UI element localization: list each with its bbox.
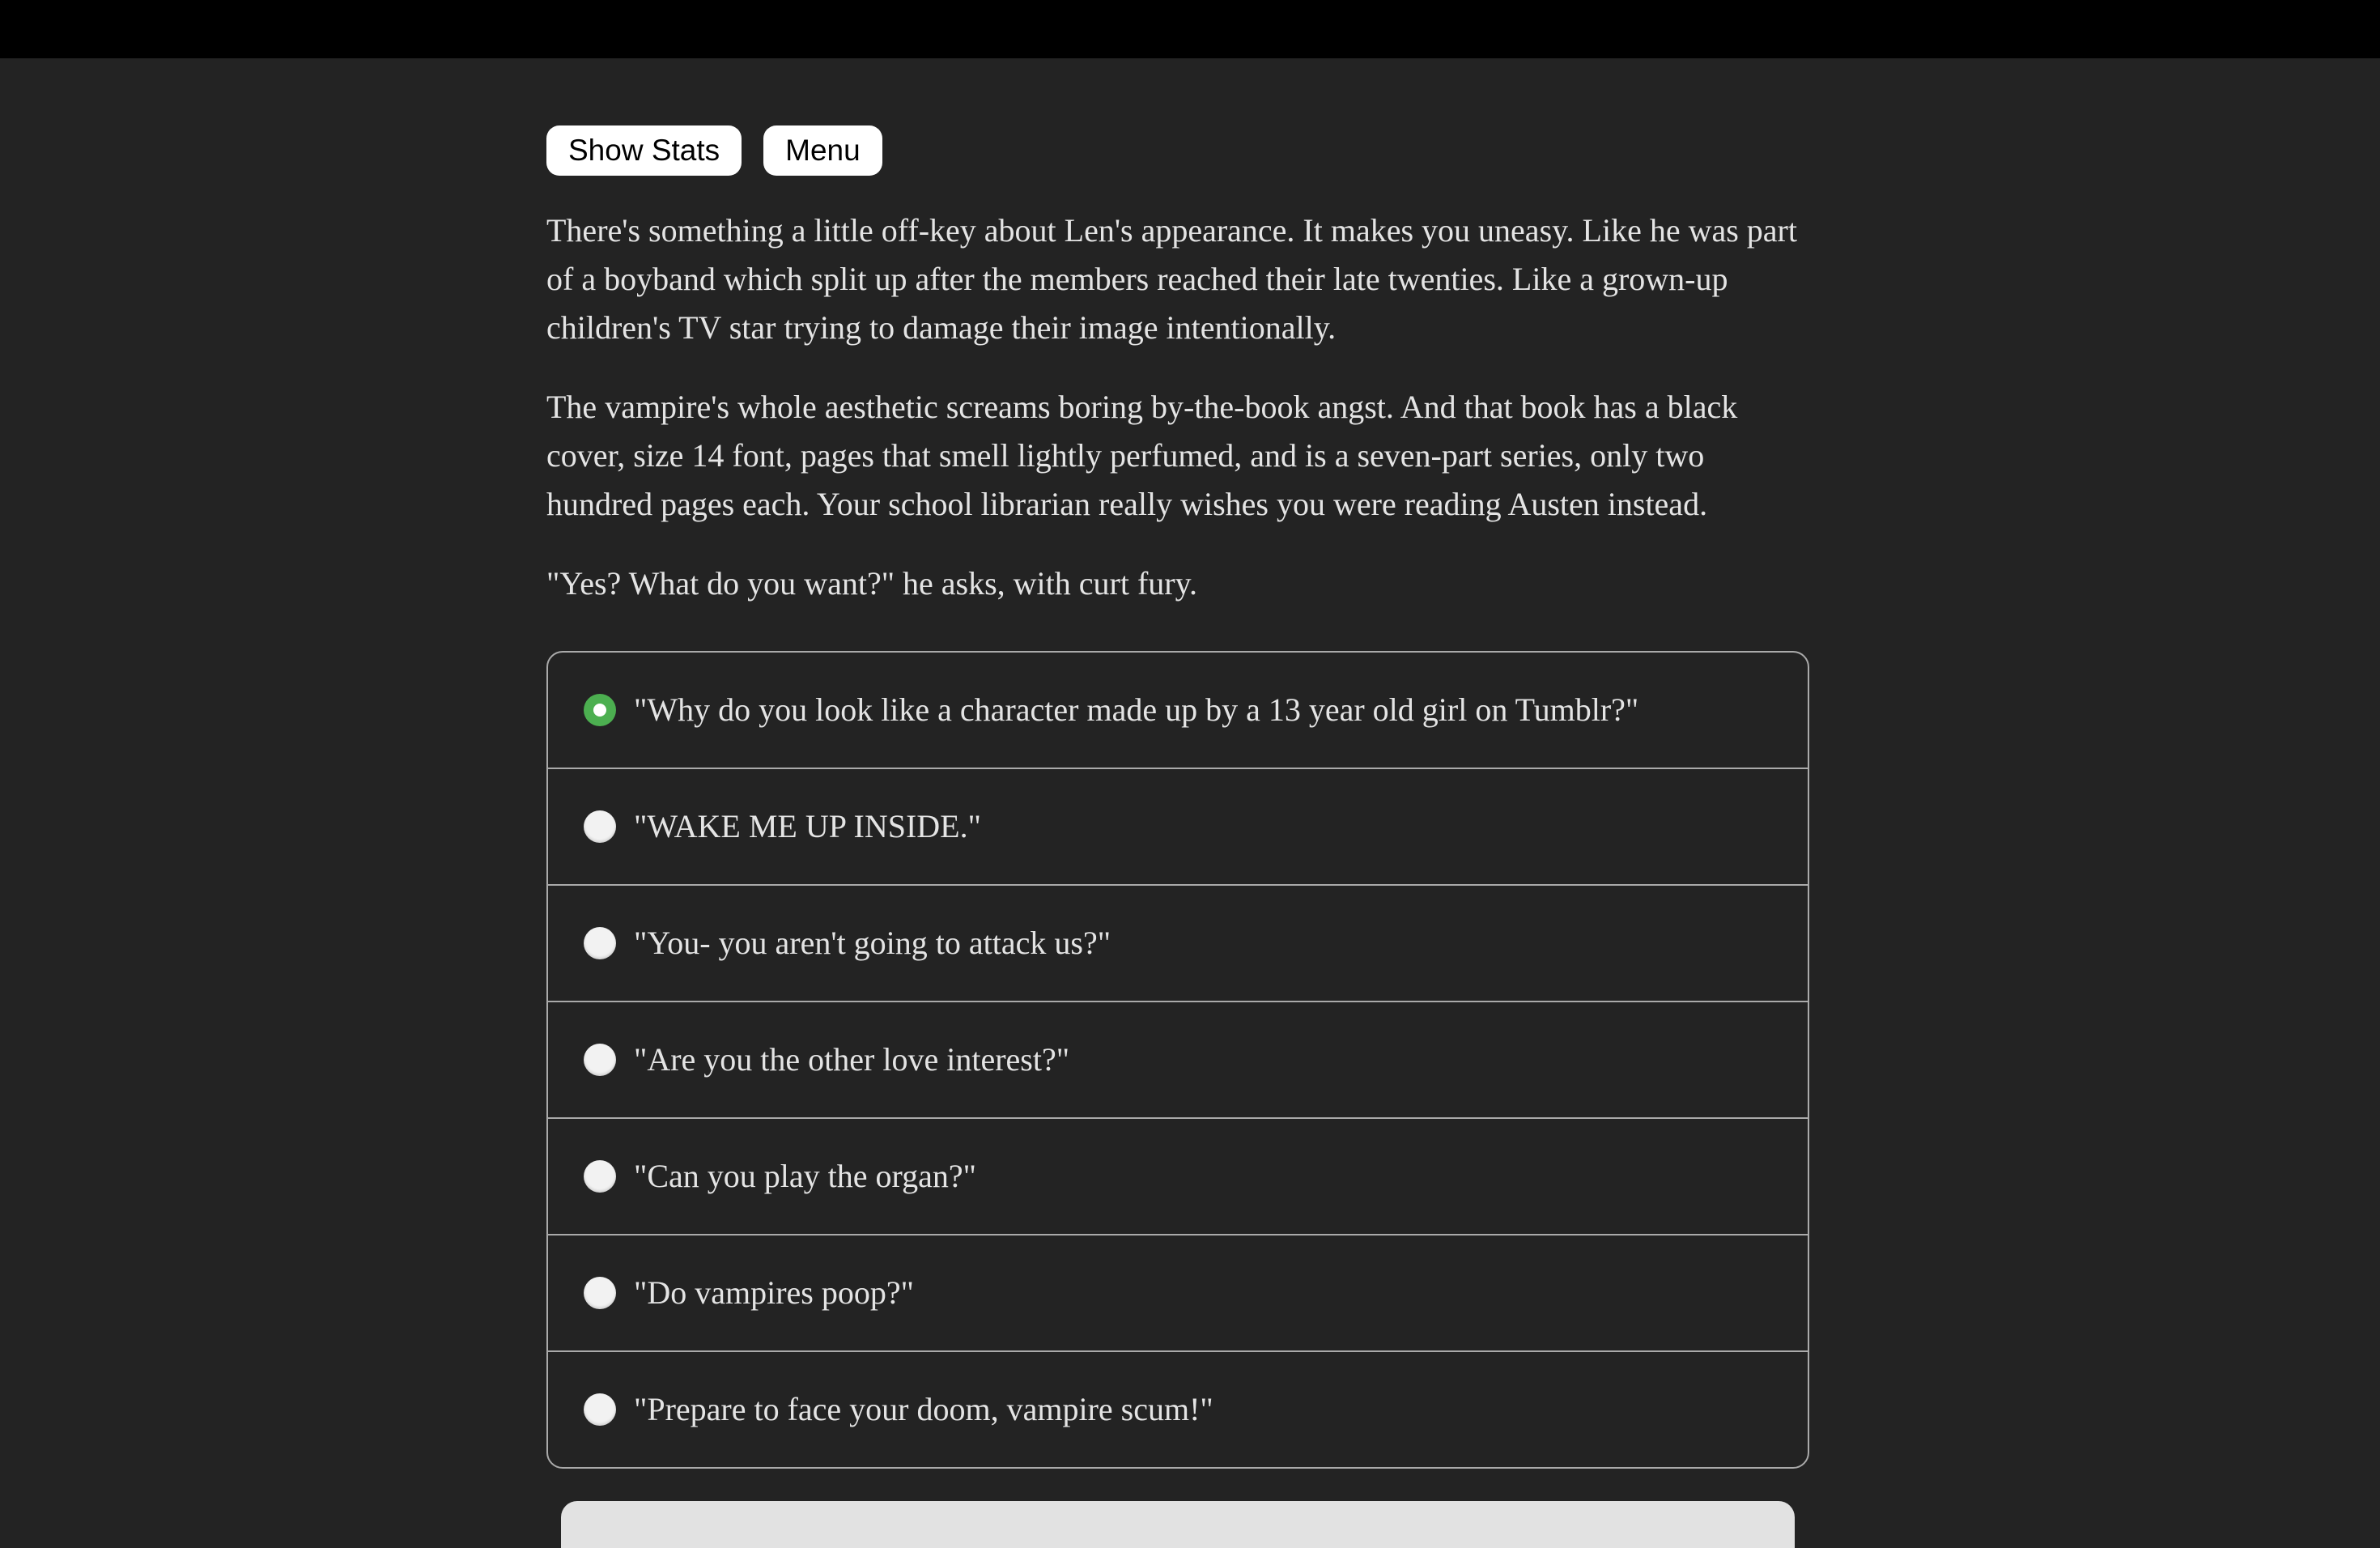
menu-button[interactable]: Menu xyxy=(763,125,882,176)
choice-option-label: "Are you the other love interest?" xyxy=(634,1041,1070,1078)
game-content xyxy=(546,125,1809,1548)
story-paragraph: "Yes? What do you want?" he asks, with curt fury. xyxy=(546,565,1198,602)
choice-option-label: "You- you aren't going to attack us?" xyxy=(634,925,1111,961)
radio-button-icon[interactable] xyxy=(584,1393,616,1426)
choice-option[interactable] xyxy=(548,1234,1808,1350)
radio-button-icon[interactable] xyxy=(584,694,616,726)
choice-option-label: "Do vampires poop?" xyxy=(634,1274,914,1311)
choice-option-label: "Can you play the organ?" xyxy=(634,1158,976,1194)
game-toolbar xyxy=(546,125,1809,176)
top-black-bar xyxy=(0,0,2380,58)
choice-option-label: "WAKE ME UP INSIDE." xyxy=(634,808,981,844)
choice-option[interactable] xyxy=(548,653,1808,768)
radio-button-icon[interactable] xyxy=(584,1160,616,1193)
choice-option-label: "Prepare to face your doom, vampire scum!" xyxy=(634,1391,1213,1427)
next-button[interactable] xyxy=(561,1501,1795,1548)
radio-button-icon[interactable] xyxy=(584,927,616,959)
choice-list xyxy=(546,651,1809,1469)
choice-option[interactable] xyxy=(548,1350,1808,1467)
radio-button-icon[interactable] xyxy=(584,1277,616,1309)
choice-option[interactable] xyxy=(548,768,1808,884)
story-paragraph: There's something a little off-key about Len's appearance. It makes you uneasy. Like he was part of a boyband which split up after the members reached their late twenties. Like a grown-up children's TV star trying to damage their image intentionally. xyxy=(546,212,1797,346)
choice-option-label: "Why do you look like a character made up by a 13 year old girl on Tumblr?" xyxy=(634,691,1639,728)
radio-button-icon[interactable] xyxy=(584,810,616,843)
radio-button-icon[interactable] xyxy=(584,1044,616,1076)
show-stats-button[interactable]: Show Stats xyxy=(546,125,742,176)
story-paragraph: The vampire's whole aesthetic screams boring by-the-book angst. And that book has a black cover, size 14 font, pages that smell lightly perfumed, and is a seven-part series, only two hundred pages each. Your school librarian really wishes you were reading Austen instead. xyxy=(546,389,1738,522)
choice-option[interactable] xyxy=(548,884,1808,1001)
choice-option[interactable] xyxy=(548,1117,1808,1234)
choice-option[interactable] xyxy=(548,1001,1808,1117)
